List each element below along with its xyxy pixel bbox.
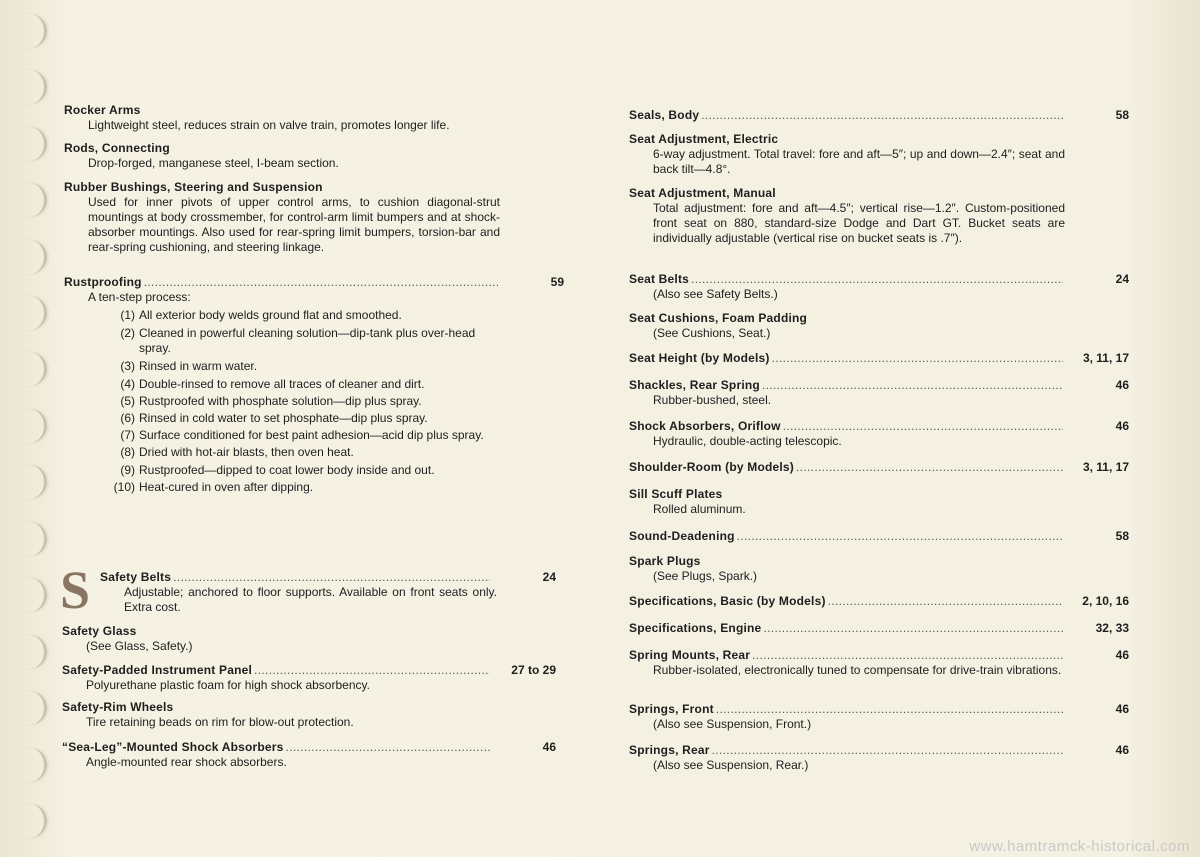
dot-leader	[701, 108, 1063, 123]
dot-leader	[783, 419, 1063, 434]
entry-heading: Springs, Front	[629, 702, 714, 716]
entry-heading: Seat Adjustment, Manual	[629, 186, 776, 200]
index-entry	[629, 108, 1129, 123]
dot-leader	[173, 570, 490, 585]
entry-heading: Sill Scuff Plates	[629, 487, 723, 501]
dot-leader	[828, 594, 1063, 609]
index-entry	[64, 141, 564, 171]
page-reference: 27 to 29	[511, 663, 556, 677]
index-entry	[629, 378, 1129, 408]
index-entry	[629, 594, 1129, 609]
dot-leader	[762, 378, 1063, 393]
entry-description: Polyurethane plastic foam for high shock absorbency.	[86, 678, 370, 692]
page-reference: 58	[1115, 529, 1129, 543]
entry-description: (See Glass, Safety.)	[86, 639, 193, 653]
index-entry	[629, 702, 1129, 732]
process-step: (1) All exterior body welds ground flat and smoothed.	[120, 308, 402, 322]
entry-description: Used for inner pivots of upper control arms, to cushion diagonal-strut mountings at body crossmember, for control-arm limit bumpers and at shock-absorber mountings. Also used for rear-spring limit bumpers, torsion-bar and rear-spring cushioning, and steering linkage.	[88, 195, 500, 254]
process-steps-list	[88, 308, 564, 495]
entry-description: (Also see Safety Belts.)	[653, 287, 778, 301]
process-step: (5) Rustproofed with phosphate solution—dip plus spray.	[120, 394, 422, 408]
dot-leader	[772, 351, 1063, 366]
entry-heading: Safety Belts	[100, 570, 172, 584]
dot-leader	[763, 621, 1063, 636]
entry-heading: Specifications, Engine	[629, 621, 762, 635]
index-entry	[64, 275, 564, 495]
index-entry	[629, 272, 1129, 302]
index-entry	[629, 311, 1129, 341]
dot-leader	[716, 702, 1063, 717]
process-step: (9) Rustproofed—dipped to coat lower body inside and out.	[120, 463, 435, 477]
dot-leader	[752, 648, 1063, 663]
index-entry	[62, 663, 556, 693]
entry-heading: “Sea-Leg”-Mounted Shock Absorbers	[62, 740, 284, 754]
index-entry	[629, 743, 1129, 773]
index-entry	[629, 648, 1129, 678]
page-reference: 2, 10, 16	[1082, 594, 1129, 608]
index-entry	[629, 554, 1129, 584]
index-entry	[629, 186, 1069, 246]
page-reference: 3, 11, 17	[1082, 351, 1129, 365]
entry-description: Angle-mounted rear shock absorbers.	[86, 755, 287, 769]
entry-heading: Safety-Padded Instrument Panel	[62, 663, 253, 677]
entry-heading: Springs, Rear	[629, 743, 710, 757]
page-reference: 46	[542, 740, 556, 754]
dot-leader	[737, 529, 1063, 544]
process-step: (8) Dried with hot-air blasts, then oven heat.	[120, 445, 354, 459]
process-step: (6) Rinsed in cold water to set phosphate—dip plus spray.	[120, 411, 428, 425]
entry-heading: Seat Cushions, Foam Padding	[629, 311, 808, 325]
process-step: (7) Surface conditioned for best paint adhesion—acid dip plus spray.	[120, 428, 484, 442]
dot-leader	[691, 272, 1063, 287]
entry-description: Tire retaining beads on rim for blow-out protection.	[86, 715, 354, 729]
entry-heading: Specifications, Basic (by Models)	[629, 594, 826, 608]
entry-heading: Shock Absorbers, Oriflow	[629, 419, 781, 433]
index-entry	[64, 180, 501, 255]
entry-description: Hydraulic, double-acting telescopic.	[653, 434, 842, 448]
entry-description: (See Cushions, Seat.)	[653, 326, 771, 340]
entry-description: A ten-step process:	[88, 290, 191, 304]
entry-heading: Spark Plugs	[629, 554, 701, 568]
page-reference: 3, 11, 17	[1082, 460, 1129, 474]
watermark-text: www.hamtramck-historical.com	[969, 838, 1190, 855]
entry-description: Rubber-isolated, electronically tuned to compensate for drive-train vibrations.	[653, 663, 1062, 677]
entry-description: Adjustable; anchored to floor supports. Available on front seats only. Extra cost.	[124, 585, 497, 614]
index-entry	[100, 570, 556, 615]
process-step: (4) Double-rinsed to remove all traces of cleaner and dirt.	[120, 377, 425, 391]
index-entry	[62, 700, 562, 730]
dot-leader	[796, 460, 1063, 475]
entry-description: (See Plugs, Spark.)	[653, 569, 758, 583]
entry-heading: Rubber Bushings, Steering and Suspension	[64, 180, 323, 194]
entry-heading: Safety-Rim Wheels	[62, 700, 174, 714]
process-step: (2) Cleaned in powerful cleaning solution—dip-tank plus over-head spray.	[120, 326, 476, 355]
entry-heading: Sound-Deadening	[629, 529, 735, 543]
index-entry	[62, 624, 562, 654]
entry-heading: Shoulder-Room (by Models)	[629, 460, 794, 474]
entry-heading: Seat Height (by Models)	[629, 351, 770, 365]
page-reference: 24	[1115, 272, 1129, 286]
page-reference: 24	[542, 570, 556, 584]
page-reference: 32, 33	[1095, 621, 1129, 635]
index-entry	[629, 419, 1129, 449]
entry-heading: Rustproofing	[64, 275, 142, 289]
entry-description: Total adjustment: fore and aft—4.5″; vertical rise—1.2″. Custom-positioned front seat on 880, standard-size Dodge and Dart GT. Bucket seats are individually adjustable (vertical rise on bucket seats is .7″).	[653, 201, 1065, 245]
dot-leader	[712, 743, 1063, 758]
index-entry	[629, 460, 1129, 475]
entry-description: 6-way adjustment. Total travel: fore and aft—5″; up and down—2.4″; seat and back tilt—4.8°.	[653, 147, 1065, 176]
page-reference: 46	[1115, 419, 1129, 433]
entry-heading: Rocker Arms	[64, 103, 141, 117]
page-reference: 46	[1115, 743, 1129, 757]
entry-heading: Seals, Body	[629, 108, 700, 122]
index-entry	[64, 103, 564, 133]
index-entry	[629, 351, 1129, 366]
entry-heading: Rods, Connecting	[64, 141, 170, 155]
page-reference: 46	[1115, 648, 1129, 662]
page-reference: 58	[1115, 108, 1129, 122]
entry-description: Drop-forged, manganese steel, I-beam section.	[88, 156, 339, 170]
entry-heading: Spring Mounts, Rear	[629, 648, 751, 662]
page-reference: 46	[1115, 702, 1129, 716]
index-entry	[629, 487, 1129, 517]
index-entry	[629, 621, 1129, 636]
page-reference: 59	[550, 275, 564, 289]
dot-leader	[144, 275, 498, 290]
process-step: (3) Rinsed in warm water.	[120, 359, 258, 373]
entry-description: (Also see Suspension, Rear.)	[653, 758, 809, 772]
process-step: (10) Heat-cured in oven after dipping.	[113, 480, 314, 494]
page-reference: 46	[1115, 378, 1129, 392]
entry-description: Lightweight steel, reduces strain on valve train, promotes longer life.	[88, 118, 450, 132]
index-entry	[62, 740, 556, 770]
section-letter: S	[60, 560, 91, 620]
entry-heading: Seat Adjustment, Electric	[629, 132, 779, 146]
entry-description: Rubber-bushed, steel.	[653, 393, 772, 407]
index-entry	[629, 132, 1069, 177]
index-entry	[629, 529, 1129, 544]
entry-heading: Shackles, Rear Spring	[629, 378, 760, 392]
dot-leader	[254, 663, 490, 678]
entry-heading: Safety Glass	[62, 624, 137, 638]
entry-description: (Also see Suspension, Front.)	[653, 717, 812, 731]
entry-description: Rolled aluminum.	[653, 502, 746, 516]
entry-heading: Seat Belts	[629, 272, 690, 286]
dot-leader	[286, 740, 490, 755]
